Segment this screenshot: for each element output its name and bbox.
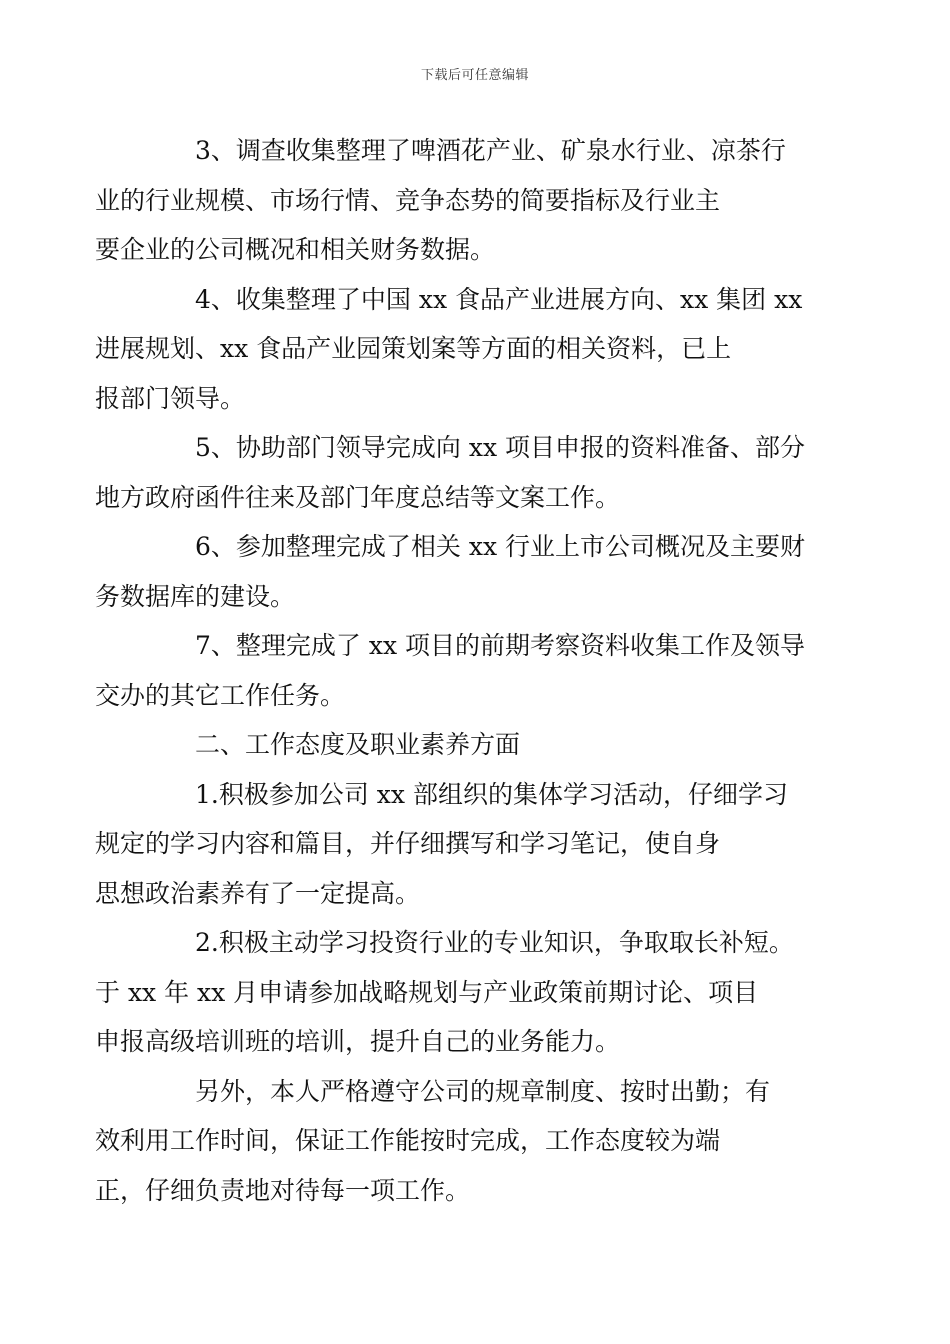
text-line: 于 xx 年 xx 月申请参加战略规划与产业政策前期讨论、项目 bbox=[95, 977, 759, 1007]
text-line: 申报高级培训班的培训，提升自己的业务能力。 bbox=[95, 1027, 621, 1056]
text-line: 业的行业规模、市场行情、竞争态势的简要指标及行业主 bbox=[95, 185, 721, 215]
document-body bbox=[95, 126, 807, 1215]
text-line: 正，仔细负责地对待每一项工作。 bbox=[95, 1175, 471, 1205]
paragraph-item-5 bbox=[95, 423, 807, 522]
text-line: 思想政治素养有了一定提高。 bbox=[95, 878, 421, 908]
text-line: 1.积极参加公司 xx 部组织的集体学习活动，仔细学习 bbox=[195, 779, 788, 809]
text-line: 效利用工作时间，保证工作能按时完成，工作态度较为端 bbox=[95, 1126, 721, 1155]
text-line: 要企业的公司概况和相关财务数据。 bbox=[95, 235, 496, 264]
text-line: 务数据库的建设。 bbox=[95, 581, 296, 611]
paragraph-item-7 bbox=[95, 621, 807, 720]
text-line: 另外，本人严格遵守公司的规章制度、按时出勤；有 bbox=[195, 1076, 771, 1106]
text-line: 地方政府函件往来及部门年度总结等文案工作。 bbox=[95, 482, 621, 512]
text-line: 4、收集整理了中国 xx 食品产业进展方向、xx 集团 xx bbox=[195, 284, 803, 314]
paragraph-attitude-2 bbox=[95, 918, 807, 1067]
text-line: 规定的学习内容和篇目，并仔细撰写和学习笔记，使自身 bbox=[95, 829, 721, 858]
paragraph-attitude-1 bbox=[95, 770, 807, 919]
text-line: 交办的其它工作任务。 bbox=[95, 680, 346, 710]
text-line: 6、参加整理完成了相关 xx 行业上市公司概况及主要财 bbox=[195, 532, 805, 561]
text-line: 进展规划、xx 食品产业园策划案等方面的相关资料，已上 bbox=[95, 334, 732, 363]
section-heading bbox=[145, 720, 807, 770]
paragraph-conclusion bbox=[95, 1067, 807, 1216]
text-line: 2.积极主动学习投资行业的专业知识，争取取长补短。 bbox=[195, 928, 794, 957]
text-line: 报部门领导。 bbox=[95, 383, 246, 413]
page-header: 下载后可任意编辑 bbox=[420, 68, 529, 83]
text-line: 5、协助部门领导完成向 xx 项目申报的资料准备、部分 bbox=[195, 433, 805, 462]
paragraph-item-3 bbox=[95, 126, 807, 275]
paragraph-item-6 bbox=[95, 522, 807, 621]
text-line: 7、整理完成了 xx 项目的前期考察资料收集工作及领导 bbox=[195, 631, 805, 660]
paragraph-item-4 bbox=[95, 275, 807, 424]
text-line: 二、工作态度及职业素养方面 bbox=[195, 730, 521, 759]
text-line: 3、调查收集整理了啤酒花产业、矿泉水行业、凉茶行 bbox=[195, 136, 786, 165]
